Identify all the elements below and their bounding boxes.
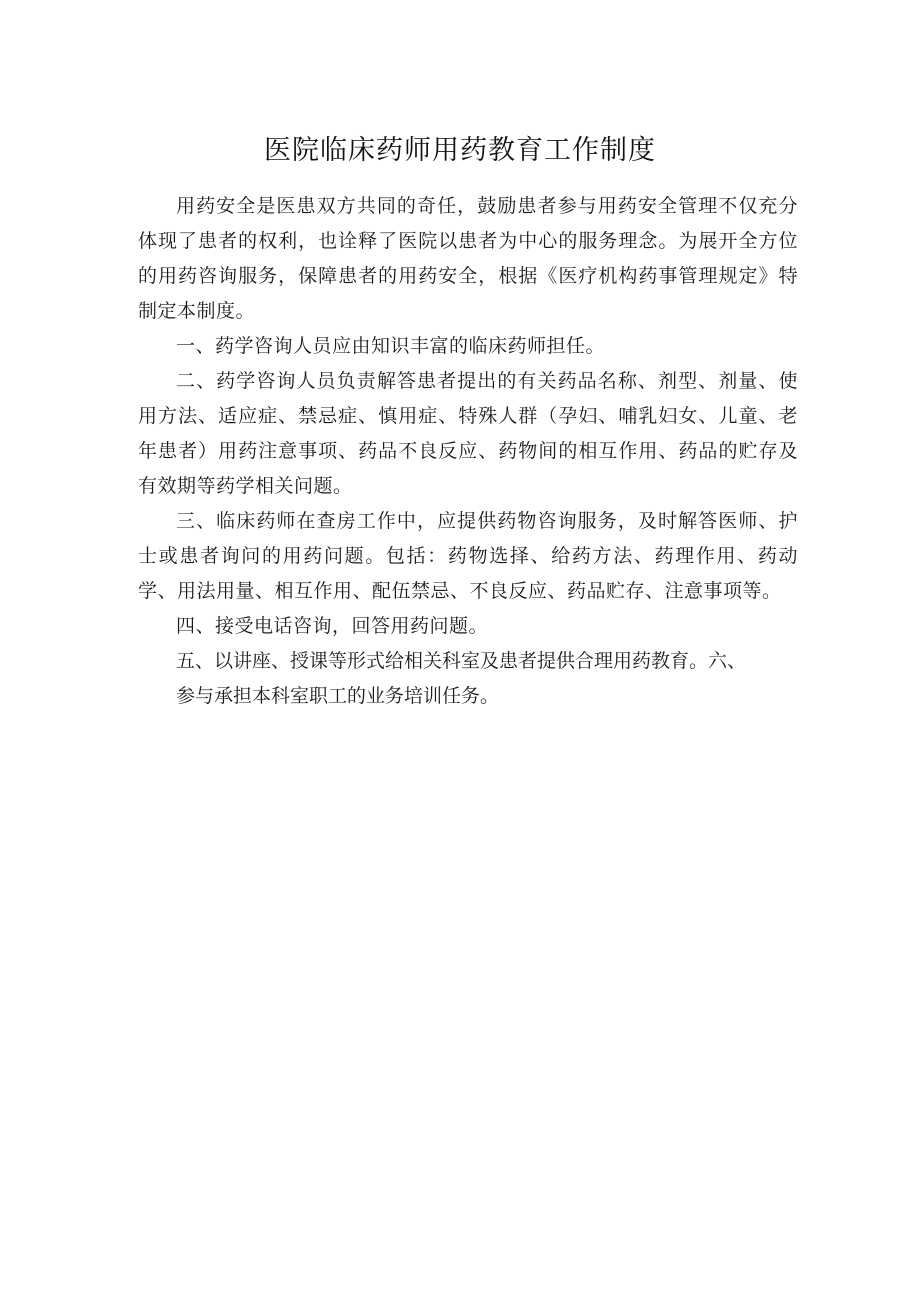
item-2-paragraph: 二、药学咨询人员负责解答患者提出的有关药品名称、剂型、剂量、使用方法、适应症、禁忌症、慎用症、特殊人群（孕妇、哺乳妇女、儿童、老年患者）用药注意事项、药品不良反应、药物间的相互作用、药品的贮存及有效期等药学相关问题。: [138, 370, 798, 497]
item-4-paragraph: 四、接受电话咨询，回答用药问题。: [176, 615, 489, 637]
document-title: 医院临床药师用药教育工作制度: [264, 135, 656, 166]
item-1-paragraph: 一、药学咨询人员应由知识丰富的临床药师担任。: [176, 335, 606, 357]
document-body: [138, 189, 798, 714]
intro-paragraph: 用药安全是医患双方共同的奇任，鼓励患者参与用药安全管理不仅充分体现了患者的权利，也诠释了医院以患者为中心的服务理念。为展开全方位的用药咨询服务，保障患者的用药安全，根据《医疗机构药事管理规定》特制定本制度。: [138, 195, 798, 322]
item-5-line-2: 参与承担本科室职工的业务培训任务。: [176, 685, 500, 707]
item-3-paragraph: 三、临床药师在查房工作中，应提供药物咨询服务，及时解答医师、护士或患者询问的用药问题。包括：药物选择、给药方法、药理作用、药动学、用法用量、相互作用、配伍禁忌、不良反应、药品贮存、注意事项等。: [138, 510, 798, 602]
item-5-line-1: 五、以讲座、授课等形式给相关科室及患者提供合理用药教育。六、: [176, 650, 747, 672]
